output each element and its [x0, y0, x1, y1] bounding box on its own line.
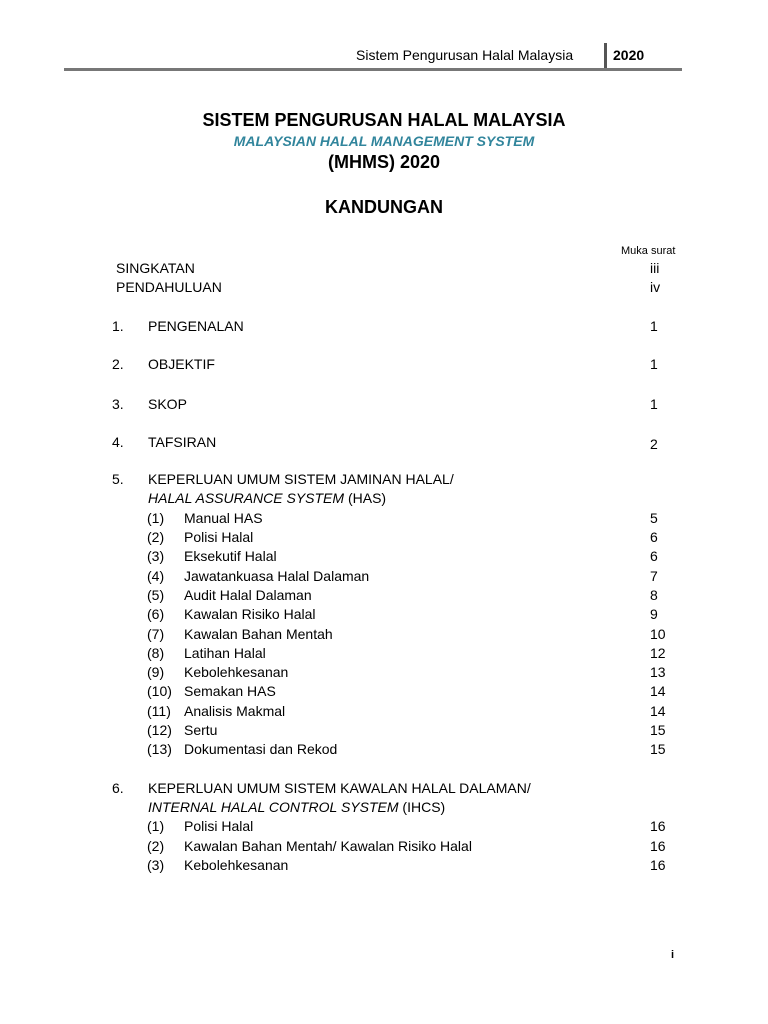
toc-subitem-title: Eksekutif Halal [184, 548, 277, 564]
header-rule [64, 68, 682, 71]
toc-section-number: 1. [112, 318, 124, 334]
toc-subitem[interactable] [0, 509, 768, 528]
toc-section-number: 2. [112, 356, 124, 372]
toc-section-title: OBJEKTIF [148, 356, 215, 372]
toc-subitem-page: 14 [650, 683, 666, 699]
toc-subitem[interactable] [0, 547, 768, 566]
toc-subitem[interactable] [0, 625, 768, 644]
toc-subitem-page: 10 [650, 626, 666, 642]
toc-subitem-page: 7 [650, 568, 658, 584]
toc-subitem-page: 9 [650, 606, 658, 622]
toc-subitem-title: Latihan Halal [184, 645, 266, 661]
toc-subitem-page: 6 [650, 548, 658, 564]
toc-subitem[interactable] [0, 740, 768, 759]
toc-section-page: 1 [650, 318, 658, 334]
running-header-title: Sistem Pengurusan Halal Malaysia [356, 47, 574, 63]
toc-subitem-title: Kebolehkesanan [184, 664, 289, 680]
toc-entry-title: SINGKATAN [116, 260, 195, 276]
toc-subitem-title: Polisi Halal [184, 818, 254, 834]
toc-subitem-page: 15 [650, 741, 666, 757]
toc-section[interactable] [0, 317, 768, 336]
toc-subitem[interactable] [0, 837, 768, 856]
toc-subitem[interactable] [0, 528, 768, 547]
toc-section-title: KEPERLUAN UMUM SISTEM JAMINAN HALAL/ [148, 471, 454, 487]
toc-subitem[interactable] [0, 663, 768, 682]
toc-section-number: 6. [112, 780, 124, 796]
toc-subitem-title: Analisis Makmal [184, 703, 286, 719]
header-divider [604, 43, 607, 69]
toc-subitem[interactable] [0, 702, 768, 721]
toc-subitem-page: 13 [650, 664, 666, 680]
toc-section-subtitle [0, 798, 768, 817]
toc-section-page: 1 [650, 396, 658, 412]
toc-section-title-abbr: (IHCS) [398, 799, 446, 815]
toc-subitem-title: Manual HAS [184, 510, 263, 526]
toc-subitem[interactable] [0, 721, 768, 740]
toc-entry-page: iv [650, 279, 661, 295]
toc-section-page: 2 [650, 436, 658, 452]
toc-subitem-number: (5) [147, 587, 165, 603]
toc-section-title-en: INTERNAL HALAL CONTROL SYSTEM [148, 799, 399, 815]
toc-subitem-page: 12 [650, 645, 666, 661]
toc-entry-page: iii [650, 260, 660, 276]
toc-subitem-number: (3) [147, 857, 165, 873]
contents-heading: KANDUNGAN [325, 197, 443, 217]
toc-subitem-title: Dokumentasi dan Rekod [184, 741, 338, 757]
toc-subitem-title: Semakan HAS [184, 683, 276, 699]
toc-subitem-number: (9) [147, 664, 165, 680]
toc-subitem-page: 6 [650, 529, 658, 545]
page-number: i [671, 949, 675, 961]
toc-subitem[interactable] [0, 817, 768, 836]
toc-subitem[interactable] [0, 586, 768, 605]
toc-subitem-number: (4) [147, 568, 165, 584]
toc-subitem[interactable] [0, 644, 768, 663]
toc-subitem-page: 8 [650, 587, 658, 603]
toc-subitem-title: Kebolehkesanan [184, 857, 289, 873]
toc-subitem-title: Kawalan Bahan Mentah/ Kawalan Risiko Halal [184, 838, 472, 854]
toc-subitem-number: (12) [147, 722, 172, 738]
running-header-year: 2020 [613, 47, 645, 63]
toc-section-title: KEPERLUAN UMUM SISTEM KAWALAN HALAL DALAMAN/ [148, 780, 531, 796]
toc-section-6[interactable] [0, 779, 768, 798]
toc-entry-front[interactable] [0, 278, 768, 297]
toc-section[interactable] [0, 395, 768, 414]
toc-section-number: 5. [112, 471, 124, 487]
toc-subitem-title: Jawatankuasa Halal Dalaman [184, 568, 370, 584]
toc-section-title: SKOP [148, 396, 187, 412]
toc-subitem-title: Kawalan Risiko Halal [184, 606, 316, 622]
toc-subitem-number: (10) [147, 683, 172, 699]
toc-subitem-number: (13) [147, 741, 172, 757]
toc-subitem-number: (11) [147, 703, 171, 719]
toc-section-title: TAFSIRAN [148, 434, 217, 450]
toc-section-number: 4. [112, 434, 124, 450]
page-column-label: Muka surat [621, 245, 676, 257]
toc-subitem-number: (7) [147, 626, 165, 642]
toc-section[interactable] [0, 355, 768, 374]
document-code: (MHMS) 2020 [327, 152, 441, 172]
document-title: SISTEM PENGURUSAN HALAL MALAYSIA [202, 110, 566, 130]
toc-subitem[interactable] [0, 856, 768, 875]
toc-section-title-en: HALAL ASSURANCE SYSTEM [148, 490, 345, 506]
toc-subitem-page: 15 [650, 722, 666, 738]
toc-subitem-number: (1) [147, 510, 165, 526]
toc-subitem-number: (6) [147, 606, 165, 622]
toc-subitem-number: (8) [147, 645, 165, 661]
toc-subitem-title: Audit Halal Dalaman [184, 587, 312, 603]
toc-subitem-page: 16 [650, 818, 666, 834]
toc-subitem-page: 14 [650, 703, 666, 719]
toc-subitem-number: (2) [147, 529, 165, 545]
toc-subitem[interactable] [0, 605, 768, 624]
document-subtitle: MALAYSIAN HALAL MANAGEMENT SYSTEM [233, 133, 535, 149]
toc-subitem-title: Polisi Halal [184, 529, 254, 545]
toc-subitem-page: 16 [650, 857, 666, 873]
toc-subitem-number: (1) [147, 818, 165, 834]
toc-subitem[interactable] [0, 682, 768, 701]
toc-subitem-page: 5 [650, 510, 658, 526]
toc-entry-front[interactable] [0, 259, 768, 278]
toc-subitem[interactable] [0, 567, 768, 586]
toc-subitem-number: (3) [147, 548, 165, 564]
toc-subitem-title: Sertu [184, 722, 218, 738]
toc-section-page: 1 [650, 356, 658, 372]
toc-subitem-title: Kawalan Bahan Mentah [184, 626, 333, 642]
toc-entry-title: PENDAHULUAN [116, 279, 222, 295]
toc-subitem-page: 16 [650, 838, 666, 854]
toc-section-title: PENGENALAN [148, 318, 244, 334]
toc-section[interactable] [0, 433, 768, 452]
toc-section-5[interactable] [0, 470, 768, 489]
toc-section-number: 3. [112, 396, 124, 412]
toc-subitem-number: (2) [147, 838, 165, 854]
toc-section-subtitle [0, 489, 768, 508]
toc-section-title-abbr: (HAS) [344, 490, 387, 506]
